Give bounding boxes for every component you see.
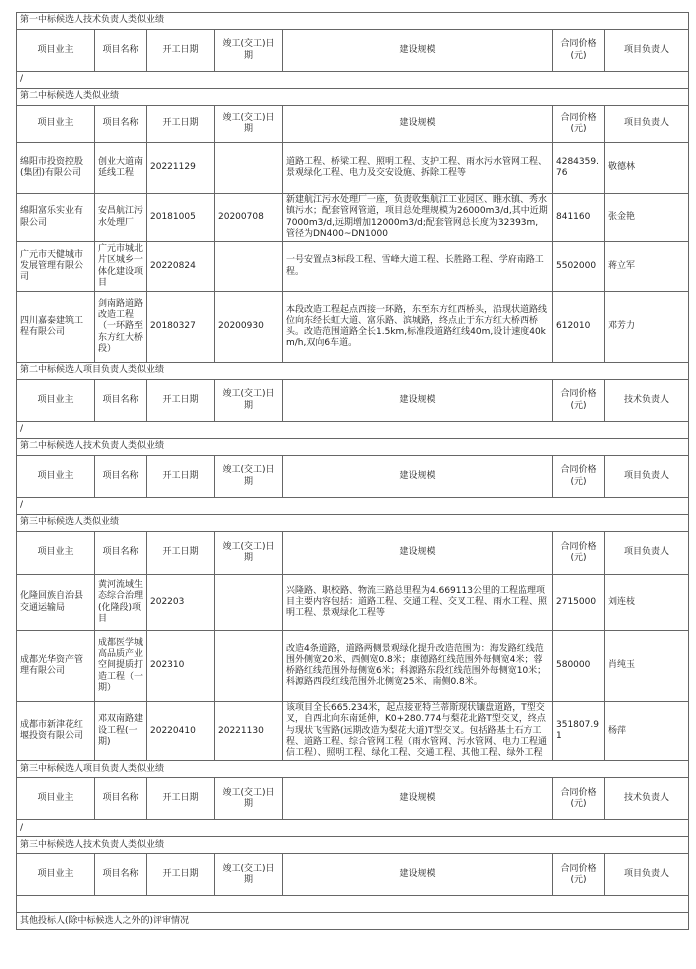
column-header: 竣工(交工)日期 <box>215 106 283 143</box>
column-header: 竣工(交工)日期 <box>215 532 283 575</box>
table-row <box>17 292 689 363</box>
column-header: 项目负责人 <box>605 532 689 575</box>
column-header: 开工日期 <box>147 456 215 498</box>
column-header: 合同价格(元) <box>553 106 605 143</box>
header-row <box>17 380 689 422</box>
column-header: 合同价格(元) <box>553 854 605 896</box>
column-header: 合同价格(元) <box>553 30 605 72</box>
cell-end: 20221130 <box>215 702 283 761</box>
section-title-row <box>17 761 689 778</box>
cell-name: 剑南路道路改造工程（一环路至东方红大桥段） <box>95 292 147 363</box>
column-header: 项目负责人 <box>605 456 689 498</box>
cell-scale: 改造4条道路，道路两侧景观绿化提升改造范围为：海发路红线范围外侧宽20米、西侧宽0.8米；康德路红线范围外每侧宽4米；蓉桥路红线范围外每侧宽6米；科源路东段红线范围外每侧宽10米；科源路西段红线范围外北侧宽25米、南侧0.8米。 <box>283 631 553 702</box>
cell-start: 20181005 <box>147 194 215 242</box>
empty-row <box>17 422 689 439</box>
cell-name: 邓双南路建设工程(一期) <box>95 702 147 761</box>
cell-price: 351807.91 <box>553 702 605 761</box>
cell-start: 20221129 <box>147 143 215 194</box>
section-title: 第二中标候选人技术负责人类似业绩 <box>17 439 689 456</box>
empty-cell <box>17 896 689 913</box>
cell-price: 580000 <box>553 631 605 702</box>
cell-end <box>215 242 283 292</box>
cell-start: 202310 <box>147 631 215 702</box>
empty-cell: / <box>17 72 689 89</box>
column-header: 竣工(交工)日期 <box>215 456 283 498</box>
empty-row <box>17 498 689 515</box>
cell-price: 4284359.76 <box>553 143 605 194</box>
column-header: 项目业主 <box>17 30 95 72</box>
column-header: 开工日期 <box>147 106 215 143</box>
column-header: 建设规模 <box>283 30 553 72</box>
column-header: 建设规模 <box>283 532 553 575</box>
section-title: 第三中标候选人类似业绩 <box>17 515 689 532</box>
cell-price: 612010 <box>553 292 605 363</box>
cell-leader: 刘连枝 <box>605 575 689 631</box>
cell-leader: 张金艳 <box>605 194 689 242</box>
cell-owner: 成都光华资产管理有限公司 <box>17 631 95 702</box>
section-title-row <box>17 837 689 854</box>
column-header: 建设规模 <box>283 778 553 820</box>
cell-scale: 新建航江污水处理厂一座，负责收集航江工业园区、睢水镇、秀水镇污水；配套管网管道，项目总处理规模为26000m3/d,其中近期7000m3/d,远期增加12000m3/d;配套管网总长度为32393m, 管径为DN400~DN1000 <box>283 194 553 242</box>
empty-cell: / <box>17 498 689 515</box>
column-header: 开工日期 <box>147 30 215 72</box>
section-title-row <box>17 439 689 456</box>
cell-end <box>215 631 283 702</box>
cell-scale: 本段改造工程起点西接一环路，东至东方红西桥头，沿现状道路线位向东经长虹大道、富乐路、滨城路，终点止于东方红大桥西桥头。改造范围道路全长1.5km,标准段道路红线40m,设计速度40km/h,双向6车道。 <box>283 292 553 363</box>
table-row <box>17 631 689 702</box>
cell-owner: 四川嘉泰建筑工程有限公司 <box>17 292 95 363</box>
table-row <box>17 575 689 631</box>
column-header: 建设规模 <box>283 456 553 498</box>
column-header: 合同价格(元) <box>553 532 605 575</box>
column-header: 项目名称 <box>95 854 147 896</box>
column-header: 项目名称 <box>95 532 147 575</box>
column-header: 竣工(交工)日期 <box>215 380 283 422</box>
cell-start: 20220824 <box>147 242 215 292</box>
table-row <box>17 194 689 242</box>
section-title: 第三中标候选人技术负责人类似业绩 <box>17 837 689 854</box>
column-header: 项目业主 <box>17 106 95 143</box>
cell-owner: 化隆回族自治县交通运输局 <box>17 575 95 631</box>
cell-owner: 绵阳富乐实业有限公司 <box>17 194 95 242</box>
footer-row <box>17 913 689 930</box>
table-row <box>17 702 689 761</box>
column-header: 项目名称 <box>95 380 147 422</box>
cell-end: 20200930 <box>215 292 283 363</box>
header-row <box>17 456 689 498</box>
section-title: 第三中标候选人项目负责人类似业绩 <box>17 761 689 778</box>
cell-owner: 绵阳市投资控股(集团)有限公司 <box>17 143 95 194</box>
column-header: 开工日期 <box>147 532 215 575</box>
cell-name: 黄河流域生态综合治理(化隆段)项目 <box>95 575 147 631</box>
performance-table <box>16 12 689 930</box>
column-header: 项目业主 <box>17 380 95 422</box>
column-header: 建设规模 <box>283 854 553 896</box>
table-row <box>17 242 689 292</box>
cell-start: 20180327 <box>147 292 215 363</box>
column-header: 建设规模 <box>283 106 553 143</box>
column-header: 项目负责人 <box>605 854 689 896</box>
column-header: 合同价格(元) <box>553 456 605 498</box>
header-row <box>17 532 689 575</box>
section-title: 第一中标候选人技术负责人类似业绩 <box>17 13 689 30</box>
empty-row <box>17 896 689 913</box>
cell-leader: 敬德林 <box>605 143 689 194</box>
cell-name: 成都医学城高品质产业空间提质打造工程（一期） <box>95 631 147 702</box>
cell-end: 20200708 <box>215 194 283 242</box>
cell-owner: 广元市天健城市发展管理有限公司 <box>17 242 95 292</box>
column-header: 项目业主 <box>17 854 95 896</box>
cell-price: 5502000 <box>553 242 605 292</box>
cell-scale: 道路工程、桥梁工程、照明工程、支护工程、雨水污水管网工程、景观绿化工程、电力及交安设施、拆除工程等 <box>283 143 553 194</box>
column-header: 技术负责人 <box>605 380 689 422</box>
cell-owner: 成都市新津花红堰投资有限公司 <box>17 702 95 761</box>
column-header: 合同价格(元) <box>553 778 605 820</box>
column-header: 竣工(交工)日期 <box>215 30 283 72</box>
column-header: 项目负责人 <box>605 30 689 72</box>
cell-name: 创业大道南延线工程 <box>95 143 147 194</box>
header-row <box>17 854 689 896</box>
column-header: 竣工(交工)日期 <box>215 778 283 820</box>
empty-cell: / <box>17 820 689 837</box>
section-title: 第二中标候选人类似业绩 <box>17 89 689 106</box>
column-header: 开工日期 <box>147 380 215 422</box>
header-row <box>17 30 689 72</box>
header-row <box>17 778 689 820</box>
column-header: 合同价格(元) <box>553 380 605 422</box>
column-header: 开工日期 <box>147 778 215 820</box>
column-header: 建设规模 <box>283 380 553 422</box>
empty-cell: / <box>17 422 689 439</box>
footer-title: 其他投标人(除中标候选人之外的)评审情况 <box>17 913 689 930</box>
cell-leader: 邓芳力 <box>605 292 689 363</box>
cell-scale: 该项目全长665.234米，起点接亚特兰蒂斯现状镶盘道路，T型交叉，自西北向东南延伸，K0+280.774与梨花北路T型交叉，终点与现状飞雪路(远期改造为梨花大道)T型交叉。包括路基土石方工程、道路工程、综合管网工程（雨水管网、污水管网、电力工程通信工程）、照明工程、绿化工程、交通工程、其他工程、绿外工程 <box>283 702 553 761</box>
column-header: 开工日期 <box>147 854 215 896</box>
cell-name: 安昌航江污水处理厂 <box>95 194 147 242</box>
column-header: 项目业主 <box>17 778 95 820</box>
section-title-row <box>17 363 689 380</box>
column-header: 项目负责人 <box>605 106 689 143</box>
cell-scale: 兴隆路、职校路、物流三路总里程为4.669113公里的工程监理项目主要内容包括：道路工程、交通工程、交叉工程、雨水工程、照明工程、景观绿化工程等 <box>283 575 553 631</box>
section-title-row <box>17 515 689 532</box>
column-header: 项目名称 <box>95 778 147 820</box>
section-title: 第二中标候选人项目负责人类似业绩 <box>17 363 689 380</box>
empty-row <box>17 820 689 837</box>
cell-end <box>215 575 283 631</box>
cell-scale: 一号安置点3标段工程、雪峰大道工程、长胜路工程、学府南路工程。 <box>283 242 553 292</box>
header-row <box>17 106 689 143</box>
cell-leader: 杨萍 <box>605 702 689 761</box>
cell-leader: 肖纯玉 <box>605 631 689 702</box>
column-header: 项目名称 <box>95 106 147 143</box>
cell-start: 20220410 <box>147 702 215 761</box>
empty-row <box>17 72 689 89</box>
column-header: 项目业主 <box>17 532 95 575</box>
column-header: 技术负责人 <box>605 778 689 820</box>
cell-price: 841160 <box>553 194 605 242</box>
cell-name: 广元市城北片区城乡一体化建设项目 <box>95 242 147 292</box>
section-title-row <box>17 13 689 30</box>
table-row <box>17 143 689 194</box>
cell-end <box>215 143 283 194</box>
cell-start: 202203 <box>147 575 215 631</box>
column-header: 项目业主 <box>17 456 95 498</box>
column-header: 项目名称 <box>95 30 147 72</box>
cell-leader: 蒋立军 <box>605 242 689 292</box>
column-header: 竣工(交工)日期 <box>215 854 283 896</box>
cell-price: 2715000 <box>553 575 605 631</box>
section-title-row <box>17 89 689 106</box>
column-header: 项目名称 <box>95 456 147 498</box>
